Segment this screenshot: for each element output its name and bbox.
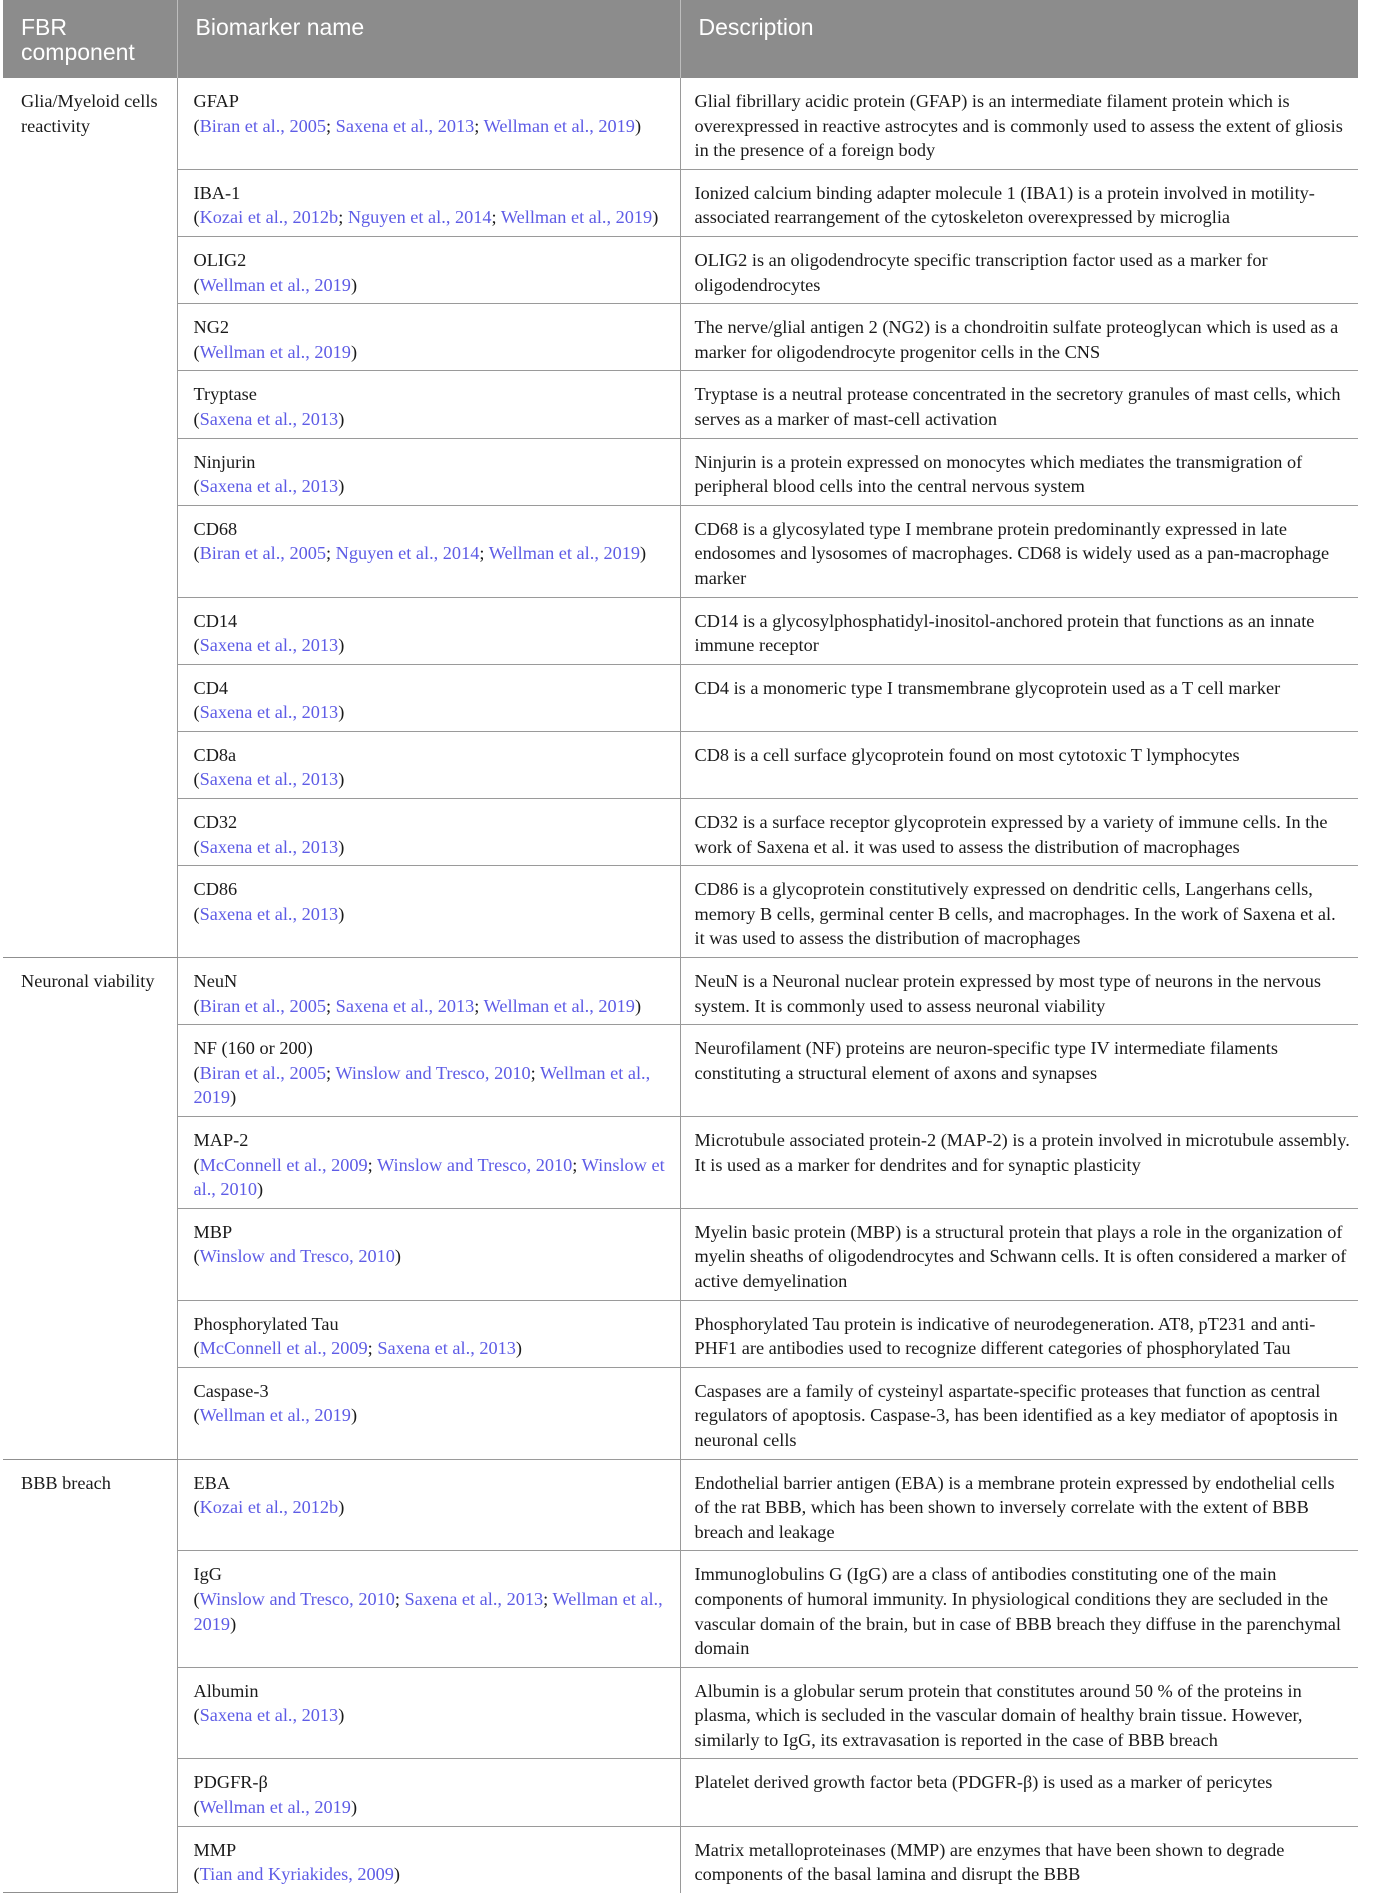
description-cell: Tryptase is a neutral protease concentrated in the secretory granules of mast cells, which serves as a marker of mast-cell activation bbox=[680, 371, 1358, 438]
header-biomarker-name: Biomarker name bbox=[177, 0, 680, 78]
description-cell: Endothelial barrier antigen (EBA) is a membrane protein expressed by endothelial cells of the rat BBB, which has been shown to inversely correlate with the extent of BBB breach and leakage bbox=[680, 1459, 1358, 1551]
reference-link[interactable]: Biran et al., 2005 bbox=[199, 543, 327, 564]
reference-list: (Kozai et al., 2012b) bbox=[193, 1497, 345, 1518]
table-row bbox=[3, 1459, 1358, 1551]
biomarker-cell bbox=[177, 731, 680, 798]
biomarker-name: EBA bbox=[193, 1472, 231, 1493]
reference-list: (McConnell et al., 2009; Saxena et al., 2013) bbox=[193, 1338, 522, 1359]
reference-list: (Winslow and Tresco, 2010; Saxena et al., 2013; Wellman et al., 2019) bbox=[193, 1588, 663, 1634]
reference-link[interactable]: Wellman et al., 2019 bbox=[199, 274, 351, 295]
biomarker-name: PDGFR-β bbox=[193, 1772, 268, 1793]
table-row bbox=[3, 1759, 1358, 1826]
table-row bbox=[3, 1025, 1358, 1117]
biomarker-cell bbox=[177, 304, 680, 371]
reference-link[interactable]: Saxena et al., 2013 bbox=[199, 476, 339, 497]
biomarker-cell bbox=[177, 1551, 680, 1667]
table-row bbox=[3, 438, 1358, 505]
table-row bbox=[3, 1367, 1358, 1459]
table-row bbox=[3, 304, 1358, 371]
table-row bbox=[3, 866, 1358, 958]
biomarker-name: NeuN bbox=[193, 971, 238, 992]
reference-list: (Biran et al., 2005; Saxena et al., 2013; Wellman et al., 2019) bbox=[193, 115, 642, 136]
description-cell: Matrix metalloproteinases (MMP) are enzymes that have been shown to degrade components of the basal lamina and disrupt the BBB bbox=[680, 1826, 1358, 1893]
reference-link[interactable]: Kozai et al., 2012b bbox=[199, 207, 339, 228]
biomarker-name: Ninjurin bbox=[193, 451, 256, 472]
reference-link[interactable]: Winslow and Tresco, 2010 bbox=[199, 1588, 395, 1609]
biomarker-cell bbox=[177, 438, 680, 505]
biomarker-name: GFAP bbox=[193, 91, 239, 111]
biomarker-name: MMP bbox=[193, 1839, 237, 1860]
reference-link[interactable]: Nguyen et al., 2014 bbox=[347, 207, 492, 228]
description-cell: CD8 is a cell surface glycoprotein found on most cytotoxic T lymphocytes bbox=[680, 731, 1358, 798]
table-row bbox=[3, 1208, 1358, 1300]
reference-link[interactable]: Saxena et al., 2013 bbox=[377, 1338, 516, 1359]
description-cell: Ninjurin is a protein expressed on monocytes which mediates the transmigration of peripheral blood cells into the central nervous system bbox=[680, 438, 1358, 505]
reference-link[interactable]: Saxena et al., 2013 bbox=[335, 115, 475, 136]
biomarker-name: NF (160 or 200) bbox=[193, 1038, 313, 1059]
biomarker-name: CD8a bbox=[193, 744, 237, 765]
reference-link[interactable]: Wellman et al., 2019 bbox=[483, 995, 635, 1016]
header-row bbox=[3, 0, 1358, 78]
table-row bbox=[3, 1667, 1358, 1759]
table-row bbox=[3, 1117, 1358, 1209]
reference-link[interactable]: Wellman et al., 2019 bbox=[199, 341, 351, 362]
reference-list: (McConnell et al., 2009; Winslow and Tresco, 2010; Winslow et al., 2010) bbox=[193, 1154, 665, 1200]
table-row bbox=[3, 664, 1358, 731]
reference-list: (Kozai et al., 2012b; Nguyen et al., 2014; Wellman et al., 2019) bbox=[193, 207, 659, 228]
biomarker-name: MAP-2 bbox=[193, 1130, 249, 1150]
biomarker-name: CD32 bbox=[193, 812, 238, 833]
reference-link[interactable]: Wellman et al., 2019 bbox=[199, 1405, 351, 1426]
description-cell: Glial fibrillary acidic protein (GFAP) is an intermediate filament protein which is overexpressed in reactive astrocytes and is commonly used to assess the extent of gliosis in the presence of a foreign body bbox=[680, 78, 1358, 169]
table-row bbox=[3, 1826, 1358, 1893]
reference-link[interactable]: Biran et al., 2005 bbox=[199, 1062, 327, 1083]
description-cell: Neurofilament (NF) proteins are neuron-specific type IV intermediate filaments constituting a structural element of axons and synapses bbox=[680, 1025, 1358, 1117]
biomarker-cell bbox=[177, 1826, 680, 1893]
reference-link[interactable]: Winslow and Tresco, 2010 bbox=[376, 1154, 573, 1175]
biomarker-cell bbox=[177, 1459, 680, 1551]
biomarker-cell bbox=[177, 505, 680, 597]
reference-link[interactable]: Wellman et al., 2019 bbox=[488, 543, 641, 564]
biomarker-cell bbox=[177, 236, 680, 303]
table-row bbox=[3, 371, 1358, 438]
description-cell: OLIG2 is an oligodendrocyte specific transcription factor used as a marker for oligodendrocytes bbox=[680, 236, 1358, 303]
reference-link[interactable]: Saxena et al., 2013 bbox=[335, 995, 475, 1016]
reference-link[interactable]: Winslow and Tresco, 2010 bbox=[199, 1246, 395, 1267]
table-row bbox=[3, 78, 1358, 169]
description-cell: CD32 is a surface receptor glycoprotein expressed by a variety of immune cells. In the work of Saxena et al. it was used to assess the distribution of macrophages bbox=[680, 799, 1358, 866]
reference-list: (Wellman et al., 2019) bbox=[193, 1797, 358, 1818]
reference-list: (Saxena et al., 2013) bbox=[193, 635, 345, 656]
description-cell: The nerve/glial antigen 2 (NG2) is a chondroitin sulfate proteoglycan which is used as a marker for oligodendrocyte progenitor cells in the CNS bbox=[680, 304, 1358, 371]
reference-list: (Saxena et al., 2013) bbox=[193, 476, 345, 497]
biomarker-cell bbox=[177, 1208, 680, 1300]
reference-list: (Biran et al., 2005; Winslow and Tresco, 2010; Wellman et al., 2019) bbox=[193, 1062, 651, 1108]
reference-link[interactable]: Saxena et al., 2013 bbox=[199, 408, 339, 429]
description-cell: CD4 is a monomeric type I transmembrane glycoprotein used as a T cell marker bbox=[680, 664, 1358, 731]
table-header bbox=[3, 0, 1358, 78]
reference-link[interactable]: Wellman et al., 2019 bbox=[193, 1062, 651, 1108]
reference-link[interactable]: Wellman et al., 2019 bbox=[199, 1797, 351, 1818]
biomarker-name: CD86 bbox=[193, 879, 238, 900]
fbr-component-cell: Neuronal viability bbox=[3, 958, 177, 1460]
fbr-component-cell: BBB breach bbox=[3, 1459, 177, 1893]
reference-list: (Winslow and Tresco, 2010) bbox=[193, 1246, 401, 1267]
table-row bbox=[3, 799, 1358, 866]
reference-list: (Biran et al., 2005; Nguyen et al., 2014; Wellman et al., 2019) bbox=[193, 543, 647, 564]
reference-link[interactable]: Winslow et al., 2010 bbox=[193, 1154, 665, 1200]
table-row bbox=[3, 731, 1358, 798]
description-cell: Immunoglobulins G (IgG) are a class of antibodies constituting one of the main components of humoral immunity. In physiological conditions they are secluded in the vascular domain of the brain, but in case of BBB breach they diffuse in the parenchymal domain bbox=[680, 1551, 1358, 1667]
reference-link[interactable]: McConnell et al., 2009 bbox=[199, 1338, 368, 1359]
biomarker-cell bbox=[177, 799, 680, 866]
biomarker-name: Caspase-3 bbox=[193, 1380, 269, 1401]
table-row bbox=[3, 236, 1358, 303]
reference-list: (Saxena et al., 2013) bbox=[193, 408, 345, 429]
reference-link[interactable]: Biran et al., 2005 bbox=[199, 995, 327, 1016]
biomarker-name: CD68 bbox=[193, 518, 238, 539]
biomarker-cell bbox=[177, 1300, 680, 1367]
biomarker-cell bbox=[177, 1759, 680, 1826]
biomarker-name: MBP bbox=[193, 1221, 233, 1242]
reference-link[interactable]: Saxena et al., 2013 bbox=[199, 635, 339, 656]
reference-list: (Saxena et al., 2013) bbox=[193, 903, 345, 924]
reference-link[interactable]: Winslow and Tresco, 2010 bbox=[335, 1062, 531, 1083]
table-row bbox=[3, 1551, 1358, 1667]
table-row bbox=[3, 505, 1358, 597]
header-fbr-component: FBR component bbox=[3, 0, 177, 78]
reference-link[interactable]: Nguyen et al., 2014 bbox=[335, 543, 480, 564]
biomarker-table bbox=[3, 0, 1358, 1893]
description-cell: Ionized calcium binding adapter molecule 1 (IBA1) is a protein involved in motility-associated rearrangement of the cytoskeleton overexpressed by microglia bbox=[680, 169, 1358, 236]
table-row bbox=[3, 958, 1358, 1025]
reference-list: (Saxena et al., 2013) bbox=[193, 769, 345, 790]
biomarker-cell bbox=[177, 1367, 680, 1459]
reference-link[interactable]: Saxena et al., 2013 bbox=[199, 702, 339, 723]
reference-list: (Saxena et al., 2013) bbox=[193, 702, 345, 723]
reference-list: (Tian and Kyriakides, 2009) bbox=[193, 1864, 400, 1885]
reference-list: (Wellman et al., 2019) bbox=[193, 341, 358, 362]
reference-link[interactable]: Saxena et al., 2013 bbox=[199, 1705, 339, 1726]
reference-link[interactable]: Saxena et al., 2013 bbox=[199, 836, 339, 857]
biomarker-cell bbox=[177, 1025, 680, 1117]
biomarker-cell bbox=[177, 958, 680, 1025]
biomarker-name: IgG bbox=[193, 1564, 222, 1585]
reference-list: (Wellman et al., 2019) bbox=[193, 1405, 358, 1426]
fbr-component-cell: Glia/Myeloid cells reactivity bbox=[3, 78, 177, 958]
reference-link[interactable]: Kozai et al., 2012b bbox=[199, 1497, 339, 1518]
description-cell: CD86 is a glycoprotein constitutively expressed on dendritic cells, Langerhans cells, memory B cells, germinal center B cells, and macrophages. In the work of Saxena et al. it was used to assess the distribution of macrophages bbox=[680, 866, 1358, 958]
header-description: Description bbox=[680, 0, 1358, 78]
biomarker-cell bbox=[177, 1117, 680, 1209]
biomarker-cell bbox=[177, 866, 680, 958]
description-cell: NeuN is a Neuronal nuclear protein expressed by most type of neurons in the nervous system. It is commonly used to assess neuronal viability bbox=[680, 958, 1358, 1025]
reference-list: (Saxena et al., 2013) bbox=[193, 836, 345, 857]
biomarker-name: CD4 bbox=[193, 677, 229, 698]
description-cell: CD14 is a glycosylphosphatidyl-inositol-anchored protein that functions as an innate immune receptor bbox=[680, 597, 1358, 664]
reference-link[interactable]: Saxena et al., 2013 bbox=[199, 769, 339, 790]
reference-link[interactable]: Tian and Kyriakides, 2009 bbox=[199, 1864, 394, 1885]
description-cell: Albumin is a globular serum protein that constitutes around 50 % of the proteins in plasma, which is secluded in the vascular domain of healthy brain tissue. However, similarly to IgG, its extravasation is reported in the case of BBB breach bbox=[680, 1667, 1358, 1759]
biomarker-cell bbox=[177, 1667, 680, 1759]
description-cell: Caspases are a family of cysteinyl aspartate-specific proteases that function as central regulators of apoptosis. Caspase-3, has been identified as a key mediator of apoptosis in neuronal cells bbox=[680, 1367, 1358, 1459]
biomarker-cell bbox=[177, 78, 680, 169]
table-body bbox=[3, 78, 1358, 1893]
biomarker-name: Albumin bbox=[193, 1680, 259, 1701]
description-cell: Microtubule associated protein-2 (MAP-2) is a protein involved in microtubule assembly. It is used as a marker for dendrites and for synaptic plasticity bbox=[680, 1117, 1358, 1209]
biomarker-cell bbox=[177, 169, 680, 236]
reference-link[interactable]: McConnell et al., 2009 bbox=[199, 1154, 368, 1175]
reference-link[interactable]: Wellman et al., 2019 bbox=[193, 1588, 663, 1634]
reference-list: (Wellman et al., 2019) bbox=[193, 274, 358, 295]
biomarker-cell bbox=[177, 664, 680, 731]
table-row bbox=[3, 1300, 1358, 1367]
description-cell: Platelet derived growth factor beta (PDGFR-β) is used as a marker of pericytes bbox=[680, 1759, 1358, 1826]
biomarker-name: NG2 bbox=[193, 317, 230, 338]
description-cell: Myelin basic protein (MBP) is a structural protein that plays a role in the organization of myelin sheaths of oligodendrocytes and Schwann cells. It is often considered a marker of active demyelination bbox=[680, 1208, 1358, 1300]
reference-link[interactable]: Wellman et al., 2019 bbox=[500, 207, 653, 228]
biomarker-name: Phosphorylated Tau bbox=[193, 1313, 339, 1334]
description-cell: CD68 is a glycosylated type I membrane protein predominantly expressed in late endosomes and lysosomes of macrophages. CD68 is widely used as a pan-macrophage marker bbox=[680, 505, 1358, 597]
biomarker-name: OLIG2 bbox=[193, 249, 247, 270]
reference-link[interactable]: Saxena et al., 2013 bbox=[404, 1588, 544, 1609]
biomarker-name: CD14 bbox=[193, 610, 238, 631]
reference-list: (Saxena et al., 2013) bbox=[193, 1705, 345, 1726]
description-cell: Phosphorylated Tau protein is indicative of neurodegeneration. AT8, pT231 and anti-PHF1 are antibodies used to recognize different categories of phosphorylated Tau bbox=[680, 1300, 1358, 1367]
biomarker-cell bbox=[177, 371, 680, 438]
biomarker-name: Tryptase bbox=[193, 384, 257, 405]
table-row bbox=[3, 597, 1358, 664]
table-row bbox=[3, 169, 1358, 236]
reference-link[interactable]: Biran et al., 2005 bbox=[199, 115, 327, 136]
biomarker-cell bbox=[177, 597, 680, 664]
reference-link[interactable]: Wellman et al., 2019 bbox=[483, 115, 635, 136]
biomarker-name: IBA-1 bbox=[193, 182, 241, 203]
reference-link[interactable]: Saxena et al., 2013 bbox=[199, 903, 339, 924]
reference-list: (Biran et al., 2005; Saxena et al., 2013; Wellman et al., 2019) bbox=[193, 995, 642, 1016]
